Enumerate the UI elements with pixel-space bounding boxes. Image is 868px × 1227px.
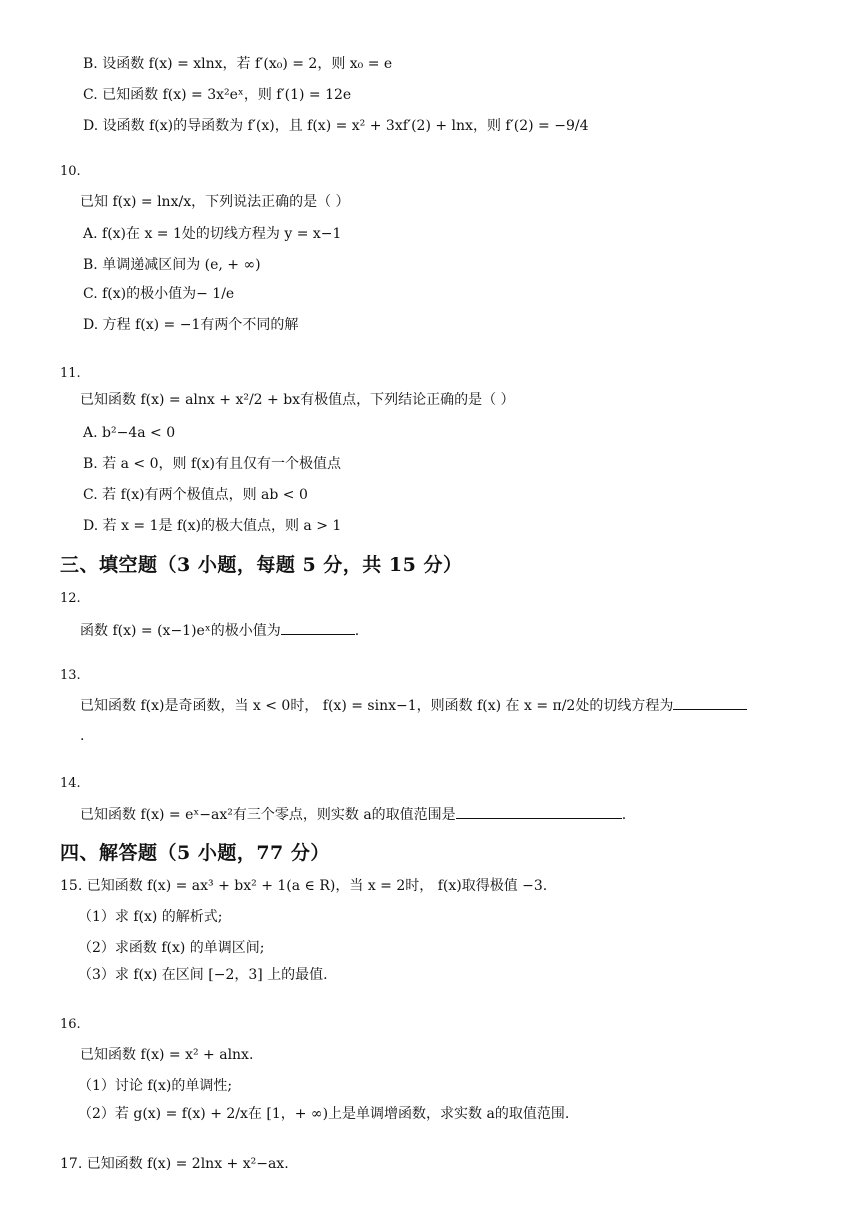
- question-13-stem: [80, 695, 747, 716]
- question-15-stem: 15. 已知函数 f(x) = ax³ + bx² + 1(a ∈ R)，当 x = 2时， f(x)取得极值 −3.: [60, 878, 548, 894]
- question-16-part-1: （1）讨论 f(x)的单调性;: [78, 1078, 233, 1094]
- question-11-option-b: B. 若 a < 0，则 f(x)有且仅有一个极值点: [83, 456, 341, 472]
- question-16-stem: 已知函数 f(x) = x² + alnx.: [80, 1047, 254, 1063]
- question-10-number: 10.: [60, 164, 81, 179]
- question-16-number: 16.: [60, 1017, 81, 1032]
- question-9-option-b: B. 设函数 f(x) = xlnx，若 f′(x₀) = 2，则 x₀ = e: [83, 56, 393, 72]
- question-14-number: 14.: [60, 776, 81, 791]
- question-12-text: 函数 f(x) = (x−1)eˣ的极小值为: [80, 623, 281, 639]
- question-15-part-1: （1）求 f(x) 的解析式;: [78, 909, 223, 925]
- question-14-stem: 已知函数 f(x) = eˣ−ax²有三个零点，则实数 a的取值范围是 .: [80, 804, 626, 825]
- question-12-number: 12.: [60, 591, 81, 606]
- answer-blank: [281, 620, 355, 635]
- question-12-stem: 函数 f(x) = (x−1)eˣ的极小值为 .: [80, 620, 359, 641]
- question-13-number: 13.: [60, 668, 81, 683]
- question-10-option-a: A. f(x)在 x = 1处的切线方程为 y = x−1: [83, 226, 342, 242]
- question-10-stem: 已知 f(x) = lnx/x，下列说法正确的是（ ）: [80, 194, 350, 210]
- question-9-option-c: C. 已知函数 f(x) = 3x²eˣ，则 f′(1) = 12e: [83, 87, 352, 103]
- question-14-text: 已知函数 f(x) = eˣ−ax²有三个零点，则实数 a的取值范围是: [80, 807, 456, 823]
- question-16-part-2: （2）若 g(x) = f(x) + 2/x在 [1，+ ∞)上是单调增函数，求实数 a的取值范围.: [78, 1106, 570, 1122]
- question-17-stem: 17. 已知函数 f(x) = 2lnx + x²−ax.: [60, 1156, 289, 1172]
- question-11-option-c: C. 若 f(x)有两个极值点，则 ab < 0: [83, 487, 308, 503]
- question-11-option-a: A. b²−4a < 0: [83, 425, 176, 441]
- question-11-option-d: D. 若 x = 1是 f(x)的极大值点，则 a > 1: [83, 518, 342, 534]
- question-13-period: .: [80, 728, 85, 744]
- answer-blank: [673, 695, 747, 710]
- question-10-option-c: C. f(x)的极小值为− 1/e: [83, 286, 235, 302]
- question-11-stem: 已知函数 f(x) = alnx + x²/2 + bx有极值点，下列结论正确的是（ ）: [80, 392, 515, 408]
- question-10-option-b: B. 单调递减区间为 (e, + ∞): [83, 257, 261, 273]
- question-10-option-d: D. 方程 f(x) = −1有两个不同的解: [83, 317, 299, 333]
- question-9-option-d: D. 设函数 f(x)的导函数为 f′(x)，且 f(x) = x² + 3xf′(2) + lnx，则 f′(2) = −9/4: [83, 118, 589, 134]
- question-11-number: 11.: [60, 366, 81, 381]
- question-13-text: 已知函数 f(x)是奇函数，当 x < 0时， f(x) = sinx−1，则函数 f(x) 在 x = π/2处的切线方程为: [80, 698, 674, 714]
- question-15-part-3: （3）求 f(x) 在区间 [−2，3] 上的最值.: [78, 967, 328, 983]
- section-fill-in-heading: 三、填空题（3 小题，每题 5 分，共 15 分）: [60, 554, 463, 576]
- section-answer-heading: 四、解答题（5 小题，77 分）: [60, 842, 330, 864]
- question-15-part-2: （2）求函数 f(x) 的单调区间;: [78, 940, 265, 956]
- answer-blank: [456, 804, 622, 819]
